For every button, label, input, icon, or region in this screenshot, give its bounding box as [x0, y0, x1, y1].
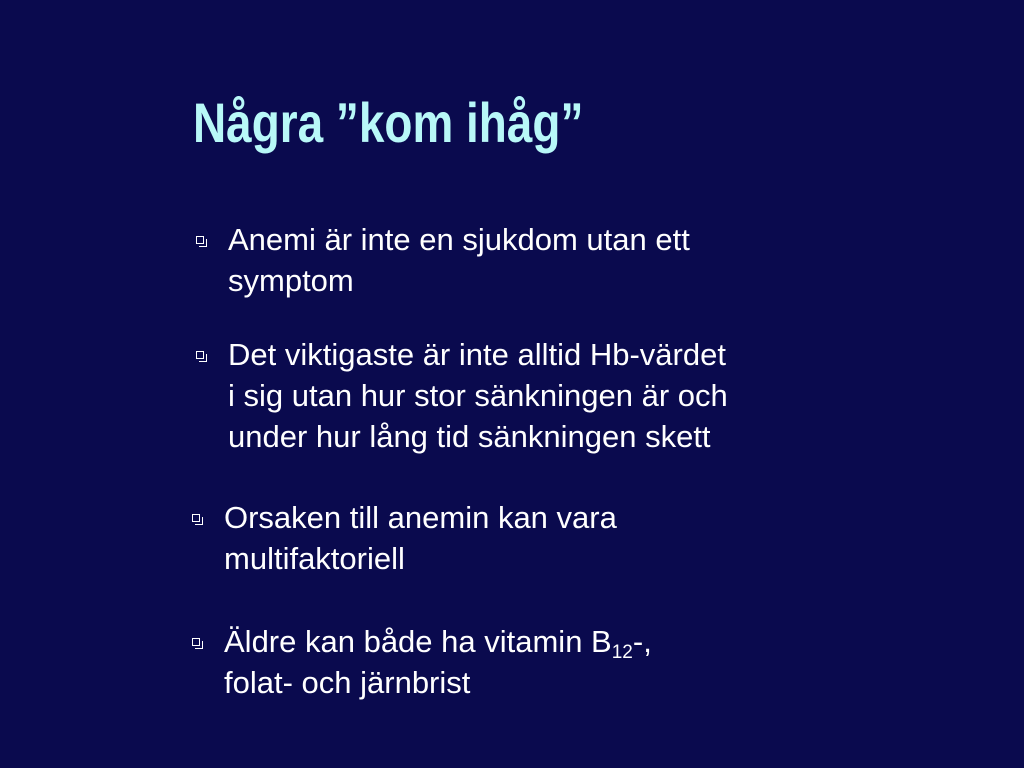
bullet-line — [224, 621, 652, 662]
bullet-text — [228, 219, 690, 301]
square-bullet-icon — [192, 514, 200, 522]
bullet-text — [228, 334, 728, 457]
square-bullet-icon — [196, 351, 204, 359]
bullet-line: symptom — [228, 263, 354, 298]
bullet-line: multifaktoriell — [224, 541, 405, 576]
square-bullet-icon — [192, 638, 200, 646]
bullet-line: Orsaken till anemin kan vara — [224, 500, 617, 535]
bullet-item — [196, 219, 690, 301]
slide-title: Några ”kom ihåg” — [193, 91, 584, 154]
bullet-line-part: -, — [632, 624, 652, 659]
bullet-item — [196, 334, 728, 457]
bullet-line: under hur lång tid sänkningen skett — [228, 419, 711, 454]
bullet-line: Anemi är inte en sjukdom utan ett — [228, 222, 690, 257]
bullet-text — [224, 497, 617, 579]
bullet-item — [192, 621, 652, 703]
bullet-item — [192, 497, 617, 579]
bullet-text — [224, 621, 652, 703]
bullet-line: folat- och järnbrist — [224, 665, 471, 700]
bullet-line: Det viktigaste är inte alltid Hb-värdet — [228, 337, 726, 372]
bullet-line-part: Äldre kan både ha vitamin B — [224, 624, 612, 659]
subscript-12: 12 — [611, 642, 633, 663]
square-bullet-icon — [196, 236, 204, 244]
bullet-line: i sig utan hur stor sänkningen är och — [228, 378, 728, 413]
